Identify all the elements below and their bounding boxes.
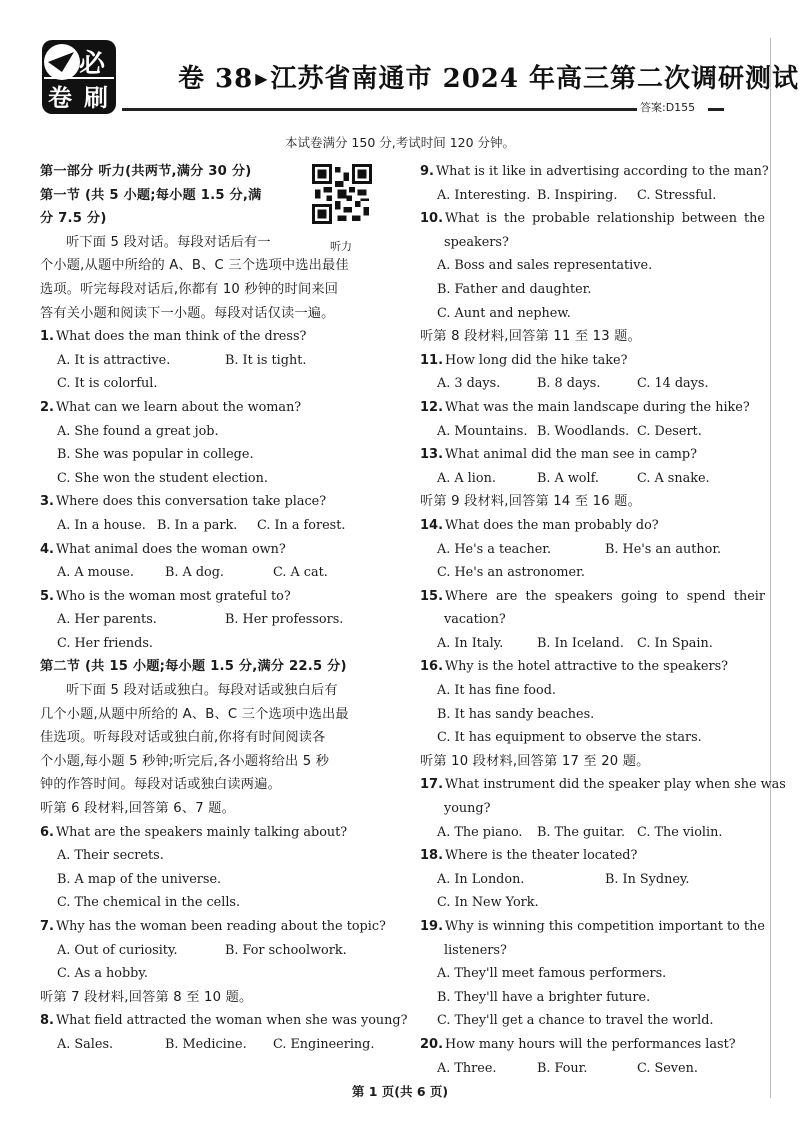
option-b[interactable]: B. A wolf.: [537, 470, 599, 486]
header-rule-end: [708, 108, 724, 111]
option-c[interactable]: C. Aunt and nephew.: [437, 305, 571, 321]
option-b[interactable]: B. He's an author.: [605, 541, 722, 557]
option-a[interactable]: A. She found a great job.: [57, 423, 219, 439]
question-number: 13.: [420, 447, 444, 463]
logo-char-juan: 卷: [48, 84, 72, 112]
question-number: 16.: [420, 659, 444, 675]
option-a[interactable]: A. Mountains.: [437, 423, 528, 439]
option-c[interactable]: C. He's an astronomer.: [437, 565, 585, 581]
option-c[interactable]: C. As a hobby.: [57, 966, 148, 982]
question-15: [420, 585, 765, 609]
section2-title: 第二节 (共 15 小题;每小题 1.5 分,满分 22.5 分): [40, 659, 347, 675]
options: [420, 467, 765, 491]
section2-instructions: 几个小题,从题中所给的 A、B、C 三个选项中选出最: [40, 706, 349, 722]
option-b[interactable]: B. 8 days.: [537, 376, 601, 392]
question-text: What is it like in advertising according to the man?: [435, 164, 769, 179]
question-text: What are the speakers mainly talking about?: [55, 824, 348, 840]
question-20: [420, 1033, 765, 1057]
question-text-cont: speakers?: [444, 234, 509, 250]
question-4: [40, 538, 400, 562]
question-9: [420, 160, 769, 184]
question-12: [420, 396, 765, 420]
options: [40, 349, 400, 373]
options: [420, 868, 765, 892]
option-c[interactable]: C. The chemical in the cells.: [57, 895, 241, 911]
option-a[interactable]: A. Their secrets.: [57, 848, 164, 864]
option-b[interactable]: B. They'll have a brighter future.: [437, 989, 651, 1005]
option-b[interactable]: B. Inspiring.: [537, 187, 618, 203]
question-number: 3.: [40, 494, 54, 510]
option-b[interactable]: B. She was popular in college.: [57, 447, 254, 463]
question-text: What is the probable relationship between the: [445, 211, 765, 227]
option-c[interactable]: C. A snake.: [637, 470, 710, 486]
question-number: 10.: [420, 211, 444, 227]
question-number: 12.: [420, 399, 444, 415]
option-a[interactable]: A. Out of curiosity.: [57, 942, 178, 958]
option-a[interactable]: A. A lion.: [437, 470, 496, 486]
question-7: [40, 915, 400, 939]
question-18: [420, 844, 765, 868]
logo-char-bi: 必: [78, 49, 106, 79]
question-number: 7.: [40, 919, 54, 934]
question-1: [40, 325, 400, 349]
option-c[interactable]: C. Seven.: [637, 1060, 698, 1076]
option-a[interactable]: A. In London.: [437, 871, 525, 887]
option-b[interactable]: B. It is tight.: [225, 352, 307, 368]
question-text: How long did the hike take?: [445, 352, 628, 368]
question-19: [420, 915, 765, 939]
question-number: 14.: [420, 517, 444, 533]
question-2: [40, 396, 400, 420]
question-number: 18.: [420, 848, 444, 864]
question-text: What animal does the woman own?: [55, 541, 286, 557]
section1-instructions: 选项。听完每段对话后,你都有 10 秒钟的时间来回: [40, 281, 339, 297]
question-text: Who is the woman most grateful to?: [55, 588, 291, 604]
option-c[interactable]: C. Desert.: [637, 423, 702, 439]
binding-margin-line: [770, 38, 771, 1098]
question-text-cont: vacation?: [444, 612, 506, 628]
option-a[interactable]: A. Her parents.: [57, 612, 157, 628]
question-text: What field attracted the woman when she was young?: [55, 1013, 408, 1029]
options: [40, 561, 400, 585]
option-a[interactable]: A. It is attractive.: [57, 352, 171, 368]
options: [40, 939, 400, 963]
question-number: 9.: [420, 164, 434, 179]
question-text: Why is winning this competition important to the: [445, 919, 765, 934]
question-14: [420, 514, 765, 538]
option-c[interactable]: C. The violin.: [637, 824, 723, 840]
question-text: Where is the theater located?: [445, 848, 638, 864]
option-b[interactable]: B. The guitar.: [537, 824, 626, 840]
question-text-cont: young?: [444, 801, 491, 817]
question-number: 2.: [40, 399, 54, 415]
question-number: 4.: [40, 541, 54, 557]
option-b[interactable]: B. Woodlands.: [537, 423, 630, 439]
question-number: 11.: [420, 352, 444, 368]
option-b[interactable]: B. It has sandy beaches.: [437, 706, 595, 722]
option-c[interactable]: C. In Spain.: [637, 635, 713, 651]
question-text: Where does this conversation take place?: [55, 494, 327, 510]
section1-instructions: 听下面 5 段对话。每段对话后有一: [66, 234, 271, 250]
option-c[interactable]: C. It is colorful.: [57, 376, 158, 392]
logo-char-shua: 刷: [84, 84, 108, 112]
options: [40, 1033, 400, 1057]
question-number: 19.: [420, 919, 444, 934]
option-a[interactable]: A. 3 days.: [437, 376, 501, 392]
section2-instructions: 钟的作答时间。每段对话或独白读两遍。: [40, 777, 281, 793]
question-17: [420, 773, 786, 797]
question-text-cont: listeners?: [444, 942, 507, 958]
question-number: 20.: [420, 1036, 444, 1052]
options: [420, 821, 765, 845]
part1-title: 第一部分 听力(共两节,满分 30 分): [40, 164, 252, 179]
material-6-note: 听第 6 段材料,回答第 6、7 题。: [40, 801, 235, 817]
material-10-note: 听第 10 段材料,回答第 17 至 20 题。: [420, 753, 650, 769]
material-8-note: 听第 8 段材料,回答第 11 至 13 题。: [420, 329, 641, 345]
option-a[interactable]: A. It has fine food.: [437, 683, 556, 699]
option-b[interactable]: B. Four.: [537, 1060, 588, 1076]
options: [420, 372, 765, 396]
question-text: What animal did the man see in camp?: [445, 447, 697, 463]
option-c[interactable]: C. In New York.: [437, 895, 539, 911]
option-a[interactable]: A. He's a teacher.: [437, 541, 552, 557]
question-text: What was the main landscape during the hike?: [445, 399, 750, 415]
qr-label: 听力: [330, 240, 352, 253]
question-text: What does the man probably do?: [445, 517, 659, 533]
section1-title-cont: 分 7.5 分): [40, 211, 107, 227]
options: [420, 184, 765, 208]
option-b[interactable]: B. In Sydney.: [605, 871, 690, 887]
question-text: Why is the hotel attractive to the speakers?: [445, 659, 729, 675]
question-16: [420, 655, 765, 679]
question-number: 17.: [420, 777, 444, 793]
right-column: [420, 160, 786, 1080]
options: [420, 632, 765, 656]
question-number: 1.: [40, 329, 54, 345]
option-b[interactable]: B. A dog.: [165, 565, 225, 581]
option-c[interactable]: C. In a forest.: [257, 517, 346, 533]
option-b[interactable]: B. For schoolwork.: [225, 942, 347, 958]
header-rule: [122, 108, 637, 111]
question-8: [40, 1009, 408, 1033]
question-text: What instrument did the speaker play when she was: [445, 777, 786, 793]
page-footer: 第 1 页(共 6 页): [351, 1084, 449, 1099]
option-b[interactable]: B. In a park.: [157, 517, 238, 533]
section1-instructions: 答有关小题和阅读下一小题。每段对话仅读一遍。: [40, 305, 335, 321]
exam-number: 卷 38: [178, 64, 254, 94]
option-b[interactable]: B. A map of the universe.: [57, 871, 222, 887]
option-b[interactable]: B. Her professors.: [225, 612, 344, 628]
options: [40, 608, 400, 632]
option-b[interactable]: B. Father and daughter.: [437, 281, 592, 297]
option-c[interactable]: C. Stressful.: [637, 187, 717, 203]
section2-instructions: 个小题,每小题 5 秒钟;听完后,各小题将给出 5 秒: [40, 753, 330, 769]
question-number: 15.: [420, 588, 444, 604]
question-number: 5.: [40, 588, 54, 604]
answer-reference: 答案:D155: [640, 101, 696, 114]
option-a[interactable]: A. Sales.: [57, 1036, 114, 1052]
left-column: [40, 160, 408, 1057]
section2-instructions: 听下面 5 段对话或独白。每段对话或独白后有: [66, 683, 338, 699]
section1-instructions: 个小题,从题中所给的 A、B、C 三个选项中选出最佳: [40, 258, 349, 274]
option-a[interactable]: A. Three.: [437, 1060, 497, 1076]
option-c[interactable]: C. Engineering.: [273, 1036, 375, 1052]
option-a[interactable]: A. They'll meet famous performers.: [437, 966, 667, 982]
options: [40, 514, 400, 538]
exam-name: 江苏省南通市 2024 年高三第二次调研测试: [270, 64, 800, 94]
question-text: How many hours will the performances last?: [445, 1036, 736, 1052]
option-c[interactable]: C. Her friends.: [57, 635, 153, 651]
option-c[interactable]: C. 14 days.: [637, 376, 709, 392]
question-11: [420, 349, 765, 373]
option-b[interactable]: B. Medicine.: [165, 1036, 247, 1052]
option-a[interactable]: A. Boss and sales representative.: [437, 258, 653, 274]
question-text: What can we learn about the woman?: [55, 399, 302, 415]
question-text: Where are the speakers going to spend their: [445, 588, 765, 604]
bishua-logo-icon: [40, 38, 118, 116]
option-b[interactable]: B. In Iceland.: [537, 635, 624, 651]
question-text: What does the man think of the dress?: [55, 329, 307, 345]
triangle-icon: ▶: [255, 69, 269, 88]
section1-title: 第一节 (共 5 小题;每小题 1.5 分,满: [40, 187, 262, 203]
question-number: 6.: [40, 824, 54, 840]
option-c[interactable]: C. They'll get a chance to travel the world.: [437, 1013, 714, 1029]
question-6: [40, 821, 400, 845]
material-9-note: 听第 9 段材料,回答第 14 至 16 题。: [420, 494, 641, 510]
option-c[interactable]: C. She won the student election.: [57, 470, 268, 486]
material-7-note: 听第 7 段材料,回答第 8 至 10 题。: [40, 989, 253, 1005]
question-3: [40, 490, 400, 514]
question-number: 8.: [40, 1013, 54, 1029]
option-a[interactable]: A. The piano.: [437, 824, 523, 840]
option-c[interactable]: C. A cat.: [273, 565, 328, 581]
option-c[interactable]: C. It has equipment to observe the stars.: [437, 730, 702, 746]
option-a[interactable]: A. A mouse.: [57, 565, 134, 581]
options: [420, 420, 765, 444]
section2-instructions: 佳选项。听每段对话或独白前,你将有时间阅读各: [40, 730, 326, 746]
question-text: Why has the woman been reading about the topic?: [55, 919, 386, 934]
options: [420, 1057, 765, 1081]
option-a[interactable]: A. Interesting.: [437, 187, 531, 203]
question-10: [420, 207, 765, 231]
exam-subtitle: 本试卷满分 150 分,考试时间 120 分钟。: [284, 135, 516, 150]
exam-title: [178, 58, 799, 95]
option-a[interactable]: A. In Italy.: [437, 635, 504, 651]
question-5: [40, 585, 400, 609]
question-13: [420, 443, 765, 467]
option-a[interactable]: A. In a house.: [57, 517, 146, 533]
options: [420, 538, 765, 562]
